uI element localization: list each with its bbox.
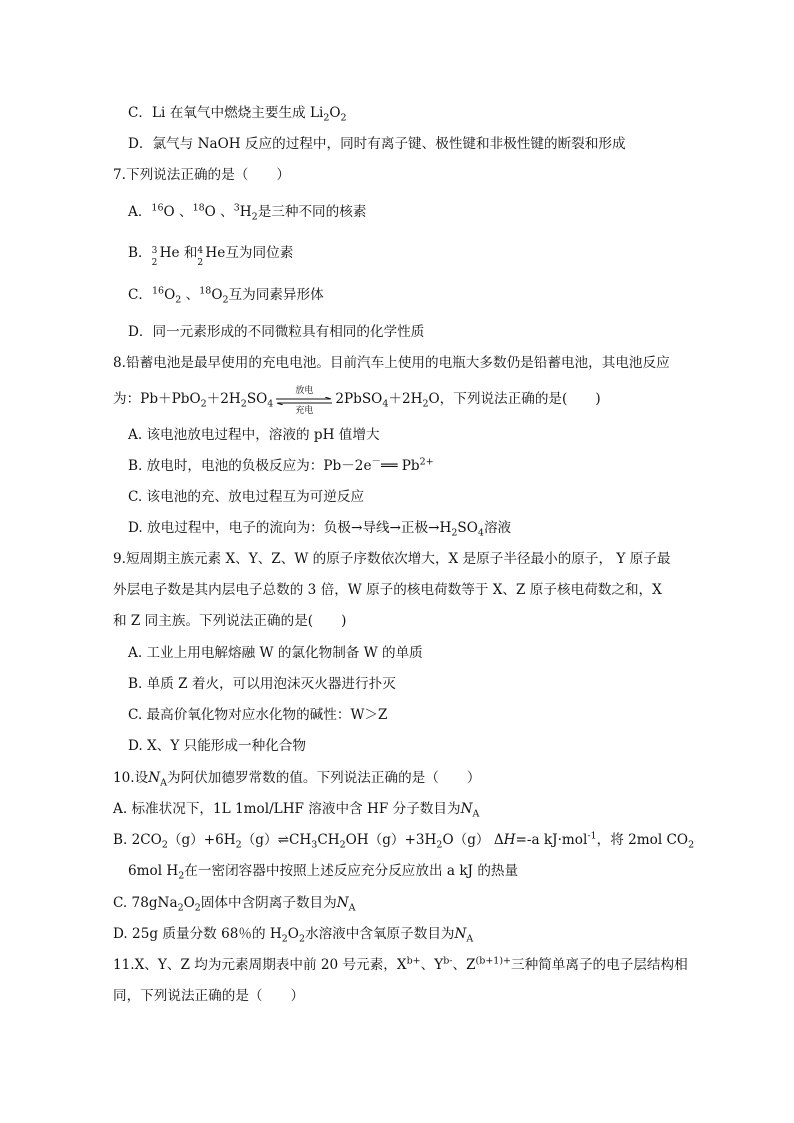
q10-option-b-line2: 6mol $H_2$在一密闭容器中按照上述反应充分反应放出 a kJ 的热量 — [128, 863, 519, 882]
q6-option-c: C．Li 在氧气中燃烧主要生成 $Li_2O_2$ — [128, 105, 347, 124]
q8-stem-line1: 8.铅蓄电池是最早使用的充电电池。目前汽车上使用的电瓶大多数仍是铅蓄电池，其电池反应 — [113, 355, 670, 371]
q7-option-b: B． 3 2 He 和 4 2 He互为同位素 — [128, 245, 294, 268]
q9-option-c: C. 最高价氧化物对应水化物的碱性：W＞Z — [128, 707, 388, 723]
q8-option-a: A. 该电池放电过程中，溶液的 pH 值增大 — [128, 427, 380, 443]
q7-option-c: C．$^{16}O_2$ 、$^{18}O_2$互为同素异形体 — [128, 285, 324, 306]
q8-stem-line2: 为：$Pb+PbO_2+2H_2SO_4$ 放电 充电 $2PbSO_4+2H_2O$，下列说法正确的是( ) — [113, 385, 601, 416]
q10-option-c: C. $78gNa_2O_2$固体中含阴离子数目为$N_A$ — [113, 895, 356, 914]
q8-option-c: C. 该电池的充、放电过程互为可逆反应 — [128, 489, 365, 505]
q9-option-b: B. 单质 Z 着火，可以用泡沫灭火器进行扑灭 — [128, 676, 396, 692]
q10-option-a: A. 标准状况下，1L 1mol/LHF 溶液中含 HF 分子数目为$N_A$ — [113, 801, 480, 820]
q8-option-b: B. 放电时，电池的负极反应为：Pb－2e－══ $Pb^{2+}$ — [128, 456, 434, 474]
q10-option-b: B. $2CO_2(g)+6H_2(g)\rightleftharpoons CH_3CH_2OH(g)+3H_2O(g)$ ΔH=-a kJ·mol$^{-1}$，将 2mol $CO_2$ — [113, 830, 695, 851]
q9-stem-line2: 外层电子数是其内层电子总数的 3 倍，W 原子的核电荷数等于 X、Z 原子核电荷数之和，X — [113, 582, 662, 598]
q10-stem: 10.设$N_A$为阿伏加德罗常数的值。下列说法正确的是（ ） — [113, 770, 481, 789]
q11-stem-line1: 11.X、Y、Z 均为元素周期表中前 20 号元素，$X^{b+}$、$Y^{b-}$、$Z^{(b+1)+}$三种简单离子的电子层结构相 — [113, 955, 688, 973]
q9-stem-line3: 和 Z 同主族。下列说法正确的是( ) — [113, 613, 347, 629]
q9-stem-line1: 9.短周期主族元素 X、Y、Z、W 的原子序数依次增大，X 是原子半径最小的原子， Y 原子最 — [113, 551, 671, 567]
q7-option-a: A．$^{16}$O 、$^{18}$O 、$^3H_2$是三种不同的核素 — [128, 202, 367, 223]
double-arrow-icon — [275, 397, 333, 405]
q11-stem-line2: 同，下列说法正确的是（ ） — [113, 988, 305, 1004]
q6-option-d: D．氯气与 NaOH 反应的过程中，同时有离子键、极性键和非极性键的断裂和形成 — [128, 136, 626, 152]
q8-option-d: D. 放电过程中，电子的流向为：负极→导线→正极$\to H_2SO_4$溶液 — [128, 520, 512, 539]
q7-option-d: D．同一元素形成的不同微粒具有相同的化学性质 — [128, 324, 425, 340]
q9-option-a: A. 工业上用电解熔融 W 的氯化物制备 W 的单质 — [128, 645, 423, 661]
reversible-arrow: 放电 充电 — [273, 390, 335, 410]
q10-option-d: D. 25g 质量分数 68％的 $H_2O_2$水溶液中含氧原子数目为$N_A$ — [113, 926, 474, 945]
q9-option-d: D. X、Y 只能形成一种化合物 — [128, 738, 306, 754]
q7-stem: 7.下列说法正确的是（ ） — [113, 167, 290, 183]
